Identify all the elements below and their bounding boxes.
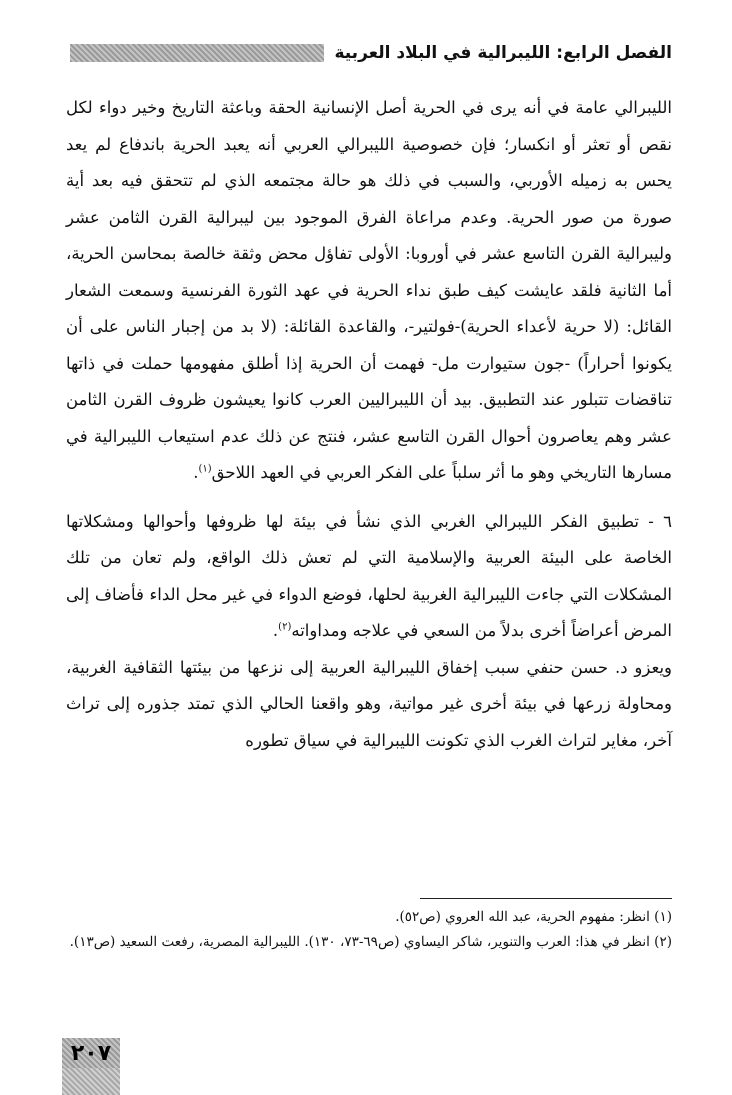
running-header [70,40,672,66]
footnote-separator [420,898,672,899]
paragraph-text: ويعزو د. حسن حنفي سبب إخفاق الليبرالية العربية إلى نزعها من بيئتها الثقافية الغربية، ومحاولة زرعها في بيئة أخرى غير مواتية، وهو واقعنا الحالي الذي تمتد جذوره إلى تراث آخر، مغاير لتراث الغرب الذي تكونت الليبرالية في سياق تطوره [66,657,672,750]
paragraph [66,650,672,760]
paragraph-end: . [193,463,199,482]
footnote-reference: (٢) [278,621,292,633]
header-decorative-bar [70,44,324,62]
footnotes [66,905,672,955]
footnote: (١) انظر: مفهوم الحرية، عبد الله العروي (ص٥٢). [395,909,672,925]
page-number: ٢٠٧ [70,1040,112,1066]
footnote-reference: (١) [198,463,212,475]
paragraph-text: الليبرالي عامة في أنه يرى في الحرية أصل الإنسانية الحقة وباعثة التاريخ وخير دواء لكل نقص أو تعثر أو انكسار؛ فإن خصوصية الليبرالي العربي أنه يعبد الحرية باندفاع لم يعد يحس به زميله الأوربي، والسبب في ذلك هو حالة مجتمعه الذي لم تتحقق فيه بعد أية صورة من صور الحرية. وعدم مراعاة الفرق الموجود بين ليبرالية القرن الثامن عشر وليبرالية القرن التاسع عشر في أوروبا: الأولى تفاؤل محض وثقة خالصة بمحاسن الحرية، أما الثانية فلقد عايشت كيف طبق نداء الحرية في عهد الثورة الفرنسية وسمعت الشعار القائل: (لا حرية لأعداء الحرية)-فولتير-، والقاعدة القائلة: (لا بد من إجبار الناس على أن يكونوا أحراراً) -جون ستيوارت مل- فهمت أن الحرية إذا أطلق مفهومها حملت في ذاتها تناقضات تتبلور عند التطبيق. بيد أن الليبراليين العرب كانوا يعيشون ظروف القرن الثامن عشر وهم يعاصرون أحوال القرن التاسع عشر، فنتج عن ذلك عدم استيعاب الليبرالية في مسارها التاريخي وهو ما أثر سلباً على الفكر العربي في العهد اللاحق [66,98,672,482]
footnote: (٢) انظر في هذا: العرب والتنوير، شاكر اليساوي (ص٦٩-٧٣، ١٣٠). الليبرالية المصرية، رفعت السعيد (ص١٣). [69,934,672,950]
paragraph-text: ٦ - تطبيق الفكر الليبرالي الغربي الذي نشأ في بيئة لها ظروفها وأحوالها ومشكلاتها الخاصة على البيئة العربية والإسلامية التي لم تعش ذلك الواقع، ولم تعان من تلك المشكلات التي جاءت الليبرالية الغربية لحلها، فوضع الدواء في غير محل الداء فأضاف إلى المرض أعراضاً أخرى بدلاً من السعي في علاجه ومداواته [66,511,672,640]
paragraph [66,504,672,650]
paragraph [66,90,672,492]
page-number-badge [62,1038,120,1068]
chapter-title: الفصل الرابع: الليبرالية في البلاد العربية [334,43,672,63]
page-edge-decoration [62,1068,120,1095]
paragraph-end: . [272,621,279,640]
body-text [66,90,672,759]
